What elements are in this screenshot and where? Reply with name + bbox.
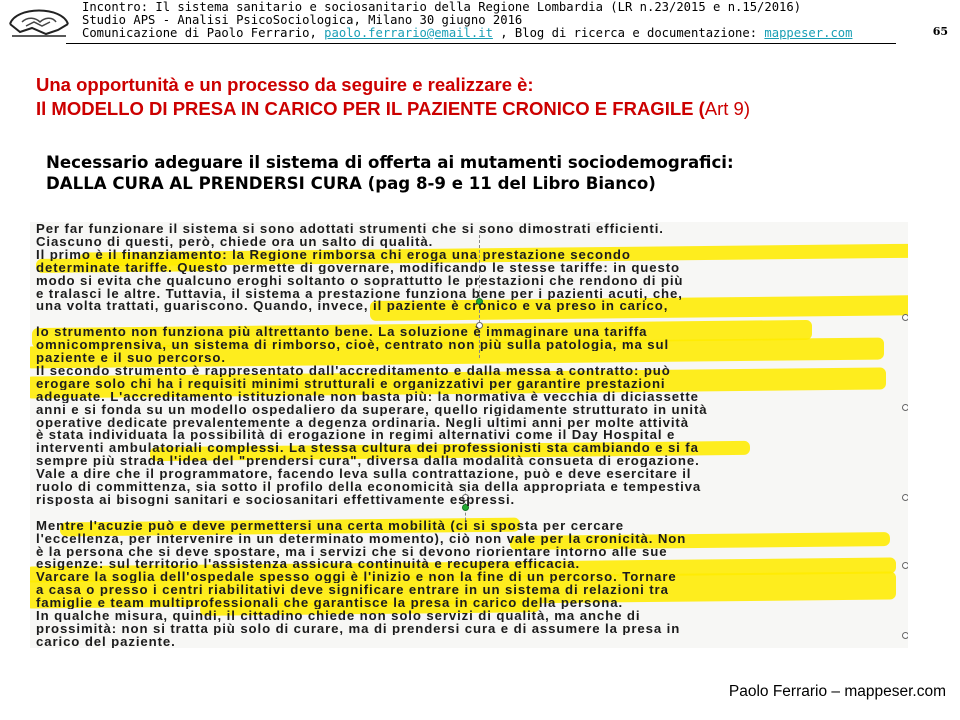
header-line-3-mid: , Blog di ricerca e documentazione: [492, 26, 765, 40]
slide-title-line-2 [36, 98, 750, 120]
scanned-text-line: erogare solo chi ha i requisiti minimi strutturali e organizzativi per garantire prestazioni [36, 376, 666, 390]
slide-title-text-1: Una opportunità e un processo da seguire e realizzare è: [36, 74, 534, 95]
blog-link[interactable]: mappeser.com [764, 26, 853, 40]
scanned-text-line: Varcare la soglia dell'ospedale spesso oggi è l'inizio e non la fine di un percorso. Tornare [36, 570, 677, 584]
scanned-text-line: paziente e il suo percorso. [36, 351, 226, 364]
scanned-text-line: Il primo è il finanziamento: la Regione rimborsa chi eroga una prestazione secondo [36, 247, 631, 261]
scanned-text-line: adeguate. L'accreditamento istituzionale non basta più: la normativa è vecchia di diciassette [36, 389, 699, 403]
scanned-text-line: risposta ai bisogni sanitari e sociosanitari effettivamente espressi. [36, 492, 516, 506]
scanned-text-line: sempre più strada l'idea del "prendersi cura", diversa dalla modalità consueta di erogazione. [36, 454, 700, 468]
scanned-text-line: Ciascuno di questi, però, chiede ora un salto di qualità. [36, 234, 434, 248]
email-link[interactable]: paolo.ferrario@email.it [324, 26, 493, 40]
slide-title-text-2-bold: Il MODELLO DI PRESA IN CARICO PER IL PAZIENTE CRONICO E FRAGILE ( [36, 98, 705, 119]
header-divider [66, 43, 896, 44]
scanned-text-line: famiglie e team multiprofessionali che garantisce la presa in carico della persona. [36, 596, 624, 610]
page-number: 65 [932, 25, 948, 38]
scanned-text-line: esigenze: sul territorio l'assistenza assicura continuità e recupera efficacia. [36, 557, 581, 571]
scanned-text-line: interventi ambulatoriali complessi. La stessa cultura dei professionisti sta cambiando e si fa [36, 441, 699, 455]
scanned-text-line: a casa o presso i centri riabilitativi deve significare entrare in un sistema di relazioni tra [36, 583, 669, 597]
subtitle-line-2: DALLA CURA AL PRENDERSI CURA (pag 8-9 e 11 del Libro Bianco) [46, 174, 656, 193]
subtitle-line-1: Necessario adeguare il sistema di offerta ai mutamenti sociodemografici: [46, 153, 734, 172]
header-line-1: Incontro: Il sistema sanitario e sociosanitario della Regione Lombardia (LR n.23/2015 e n.15/2016) [82, 0, 802, 14]
scanned-text-line: omnicomprensiva, un sistema di rimborso, cioè, centrato non più sulla patologia, ma sul [36, 338, 670, 352]
scanned-text-line: operative dedicate prevalentemente a degenza ordinaria. Negli ultimi anni per molte attività [36, 415, 689, 429]
scanned-text-line: l'eccellenza, per intervenire in un determinato momento), ciò non vale per la cronicità. Non [36, 531, 687, 545]
scanned-text-line: carico del paziente. [36, 634, 176, 648]
selection-handle[interactable] [902, 494, 908, 501]
slide-title-line-1 [36, 74, 534, 96]
selection-handle[interactable] [902, 562, 908, 569]
scanned-text-line: e tralasci le altre. Tuttavia, il sistema a prestazione funziona bene per i pazienti acuti, che, [36, 286, 683, 300]
header-line-3-prefix: Comunicazione di Paolo Ferrario, [82, 26, 325, 40]
scanned-text-line: una volta trattati, guariscono. Quando, invece, il paziente è cronico e va preso in carico, [36, 299, 669, 313]
scanned-text-line: Vale a dire che il programmatore, facendo leva sulla contrattazione, può e deve esercitare il [36, 467, 692, 481]
footer-credit: Paolo Ferrario – mappeser.com [728, 683, 946, 700]
header-line-2: Studio APS - Analisi PsicoSociologica, Milano 30 giugno 2016 [82, 13, 523, 27]
selection-handle[interactable] [902, 314, 908, 321]
scanned-text-line: ruolo di committenza, sia sotto il profilo della economicità sia della appropriata e tempestiva [36, 480, 702, 493]
scanned-text-line: anni e si fonda su un modello ospedaliero da superare, quello rigidamente strutturato in unità [36, 402, 708, 416]
scanned-text-line: modo si evita che qualcuno eroghi soltanto o soprattutto le prestazioni che rendono di più [36, 273, 684, 287]
scanned-document-excerpt [30, 222, 908, 648]
scanned-text-line: Mentre l'acuzie può e deve permettersi una certa mobilità (ci si sposta per cercare [36, 518, 624, 532]
scanned-text-line: è stata individuata la possibilità di erogazione in regimi alternativi come il Day Hospital e [36, 428, 676, 442]
selection-handle[interactable] [902, 632, 908, 639]
scanned-text-line: determinate tariffe. Questo permette di governare, modificando le stesse tariffe: in questo [36, 260, 680, 274]
scanned-text-line: è la persona che si deve spostare, ma i servizi che si devono riorientare intorno alle sue [36, 544, 668, 558]
scanned-text-line: prossimità: non si tratta più solo di curare, ma di prendersi cura e di assumere la presa in [36, 621, 681, 635]
scanned-text-line: lo strumento non funziona più altrettanto bene. La soluzione è immaginare una tariffa [36, 325, 648, 339]
scanned-text-line: Per far funzionare il sistema si sono adottati strumenti che si sono dimostrati efficienti. [36, 222, 664, 235]
scanned-text-line: In qualche misura, quindi, il cittadino chiede non solo servizi di qualità, ma anche di [36, 609, 641, 622]
handshake-logo [6, 2, 72, 42]
header-line-3 [82, 27, 852, 40]
scanned-text-line: Il secondo strumento è rappresentato dall'accreditamento e dalla messa a contratto: può [36, 363, 671, 377]
slide-title-text-2-plain: Art 9) [704, 98, 751, 119]
selection-handle[interactable] [902, 404, 908, 411]
